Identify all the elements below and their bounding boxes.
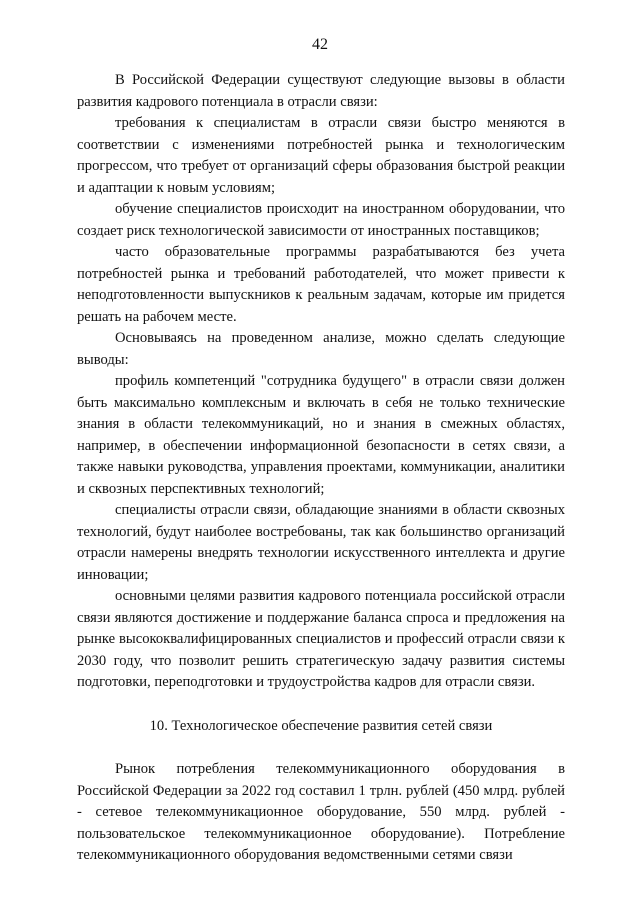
paragraph: Основываясь на проведенном анализе, можно сделать следующие выводы: — [77, 330, 565, 368]
paragraph: В Российской Федерации существуют следующие вызовы в области развития кадрового потенциала в отрасли связи: — [77, 72, 565, 110]
paragraph: Рынок потребления телекоммуникационного оборудования в Российской Федерации за 2022 год составил 1 трлн. рублей (450 млрд. рублей - сетевое телекоммуникационное оборудование, 550 млрд. рублей - пользовательское телекоммуникационное оборудование). Потребление телекоммуникационного оборудования ведомственными сетями связи — [77, 761, 565, 863]
paragraph: обучение специалистов происходит на иностранном оборудовании, что создает риск технологической зависимости от иностранных поставщиков; — [77, 201, 565, 239]
paragraph: основными целями развития кадрового потенциала российской отрасли связи являются достижение и поддержание баланса спроса и предложения на рынке высококвалифицированных специалистов и профессий отрасли связи к 2030 году, что позволит решить стратегическую задачу развития системы подготовки, переподготовки и трудоустройства кадров для отрасли связи. — [77, 588, 565, 690]
document-body — [77, 70, 565, 867]
paragraph: требования к специалистам в отрасли связи быстро меняются в соответствии с изменениями потребностей рынка и технологическим прогрессом, что требует от организаций сферы образования быстрой реакции и адаптации к новым условиям; — [77, 115, 565, 196]
paragraph: профиль компетенций "сотрудника будущего" в отрасли связи должен быть максимально комплексным и включать в себя не только технические знания в области телекоммуникаций, но и знания в смежных областях, например, в обеспечении информационной безопасности в сетях связи, а также навыки руководства, управления проектами, коммуникации, аналитики и сквозных перспективных технологий; — [77, 373, 565, 497]
page-number: 42 — [312, 36, 328, 53]
section-heading: 10. Технологическое обеспечение развития сетей связи — [149, 717, 493, 734]
paragraph: часто образовательные программы разрабатываются без учета потребностей рынка и требований работодателей, что может привести к неподготовленности выпускников к реальным задачам, которые им придется решать на рабочем месте. — [77, 244, 565, 325]
paragraph: специалисты отрасли связи, обладающие знаниями в области сквозных технологий, будут наиболее востребованы, так как большинство организаций отрасли намерены внедрять технологии искусственного интеллекта и другие инновации; — [77, 502, 565, 583]
